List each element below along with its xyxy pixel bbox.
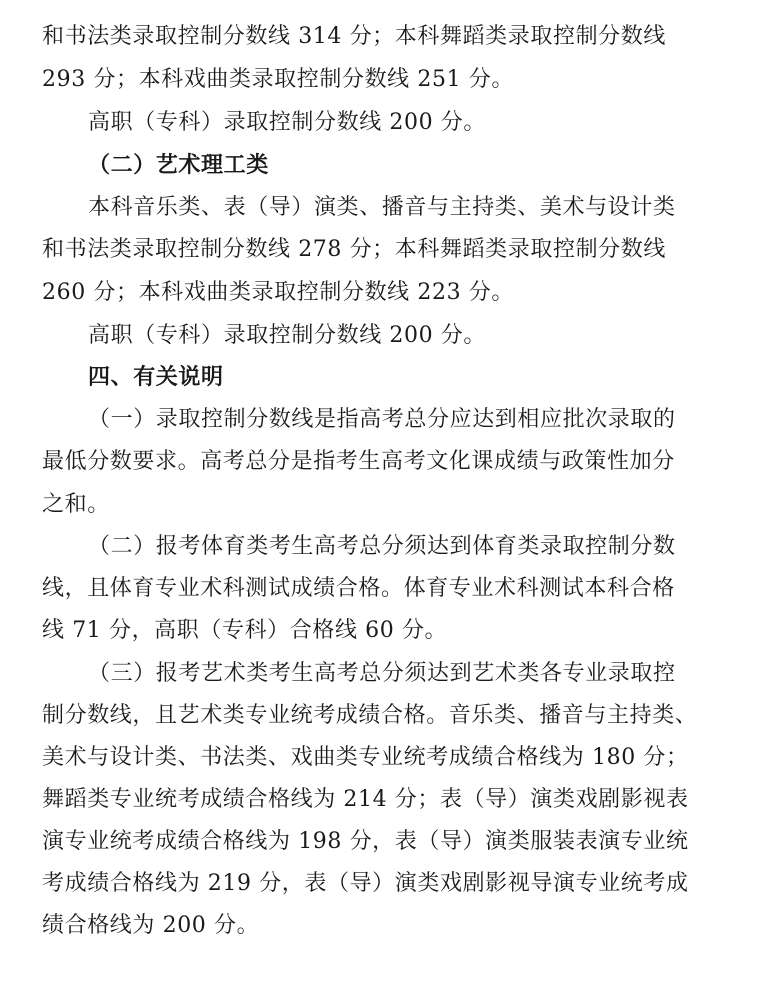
text-line: （一）录取控制分数线是指高考总分应达到相应批次录取的 [88,407,676,432]
section-heading: （二）艺术理工类 [88,153,269,178]
text-line: 本科音乐类、表（导）演类、播音与主持类、美术与设计类 [88,195,676,220]
text-line: 线 71 分，高职（专科）合格线 60 分。 [42,618,448,643]
text-line: 美术与设计类、书法类、戏曲类专业统考成绩合格线为 180 分； [42,745,689,770]
text-line: 最低分数要求。高考总分是指考生高考文化课成绩与政策性加分 [42,449,675,474]
text-line: 之和。 [42,492,110,517]
text-line: 线，且体育专业术科测试成绩合格。体育专业术科测试本科合格 [42,576,675,601]
section-heading: 四、有关说明 [88,365,224,390]
text-line: （三）报考艺术类考生高考总分须达到艺术类各专业录取控 [88,661,676,686]
text-line: 和书法类录取控制分数线 278 分；本科舞蹈类录取控制分数线 [42,237,666,262]
text-line: 绩合格线为 200 分。 [42,913,260,938]
text-line: 考成绩合格线为 219 分，表（导）演类戏剧影视导演专业统考成 [42,871,689,896]
text-line: 舞蹈类专业统考成绩合格线为 214 分；表（导）演类戏剧影视表 [42,787,689,812]
text-line: 制分数线，且艺术类专业统考成绩合格。音乐类、播音与主持类、 [42,703,698,728]
text-line: 293 分；本科戏曲类录取控制分数线 251 分。 [42,67,514,92]
text-line: 260 分；本科戏曲类录取控制分数线 223 分。 [42,280,514,305]
text-line: （二）报考体育类考生高考总分须达到体育类录取控制分数 [88,534,676,559]
text-line: 和书法类录取控制分数线 314 分；本科舞蹈类录取控制分数线 [42,24,666,49]
text-line: 高职（专科）录取控制分数线 200 分。 [88,110,486,135]
text-line: 高职（专科）录取控制分数线 200 分。 [88,323,486,348]
text-line: 演专业统考成绩合格线为 198 分，表（导）演类服装表演专业统 [42,829,689,854]
